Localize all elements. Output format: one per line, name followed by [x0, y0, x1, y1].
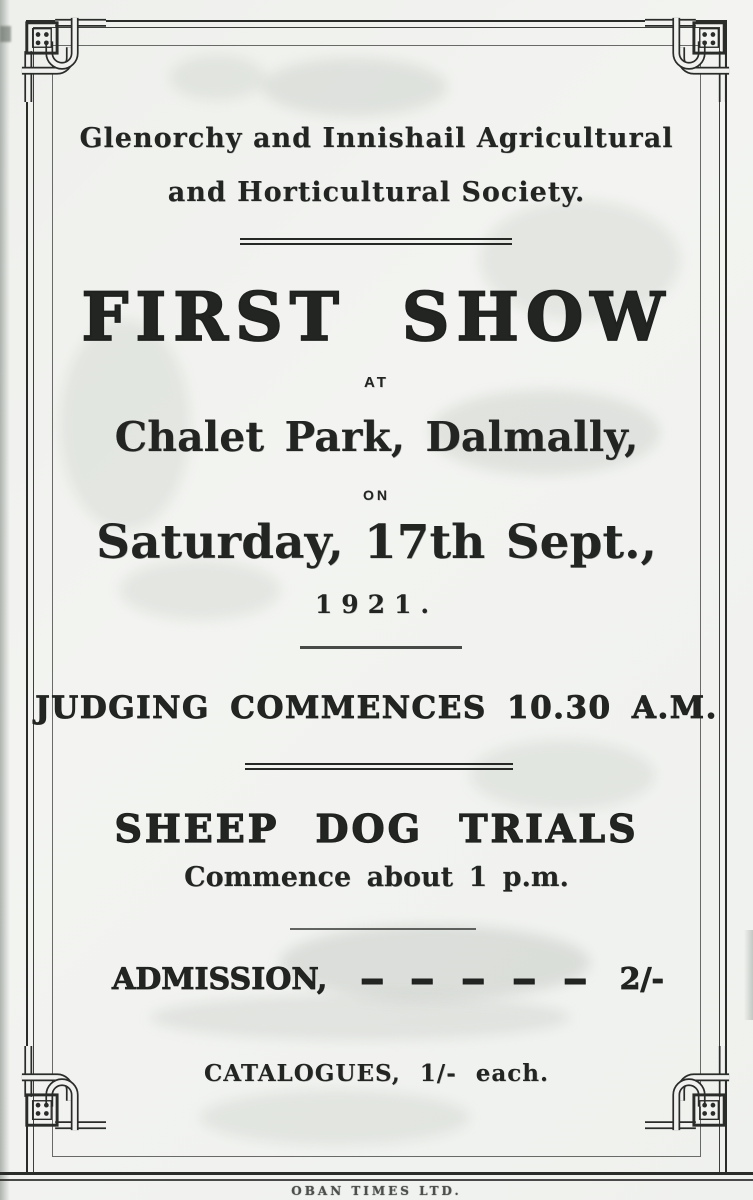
double-rule-divider — [240, 238, 512, 245]
trials-time-line: Commence about 1 p.m. — [184, 862, 569, 893]
printer-imprint: OBAN TIMES LTD. — [291, 1184, 462, 1198]
admission-line — [112, 957, 664, 1002]
catalogues-line: CATALOGUES, 1/- each. — [203, 1060, 550, 1087]
date-line: Saturday, 17th Sept., — [96, 515, 657, 570]
on-label: ON — [363, 487, 390, 503]
admission-dash: - — [460, 957, 487, 1002]
venue-line: Chalet Park, Dalmally, — [114, 413, 639, 461]
sheep-dog-trials-title: SHEEP DOG TRIALS — [114, 806, 639, 851]
judging-time-line: JUDGING COMMENCES 10.30 A.M. — [35, 690, 718, 726]
show-title: FIRST SHOW — [81, 278, 672, 356]
society-name-line2: and Horticultural Society. — [167, 177, 586, 208]
scan-edge-shadow-right — [744, 930, 753, 1020]
admission-dash: - — [562, 957, 589, 1002]
scan-edge-mark — [0, 26, 11, 42]
year-line: 1921. — [314, 590, 439, 619]
society-name-line1: Glenorchy and Innishail Agricultural — [79, 123, 674, 154]
celtic-knot-corner-icon — [645, 14, 733, 102]
frame-bottom-line-2 — [0, 1179, 753, 1181]
admission-dash: - — [409, 957, 436, 1002]
admission-dash: - — [358, 957, 385, 1002]
celtic-knot-corner-icon — [18, 14, 106, 102]
admission-dash: - — [511, 957, 538, 1002]
at-label: AT — [364, 374, 389, 391]
short-rule-divider — [290, 928, 476, 930]
single-rule-divider — [300, 646, 462, 649]
admission-price: 2/- — [619, 962, 664, 997]
admission-label: ADMISSION, — [112, 962, 328, 997]
frame-bottom-line — [0, 1172, 753, 1175]
double-rule-divider — [245, 763, 513, 770]
